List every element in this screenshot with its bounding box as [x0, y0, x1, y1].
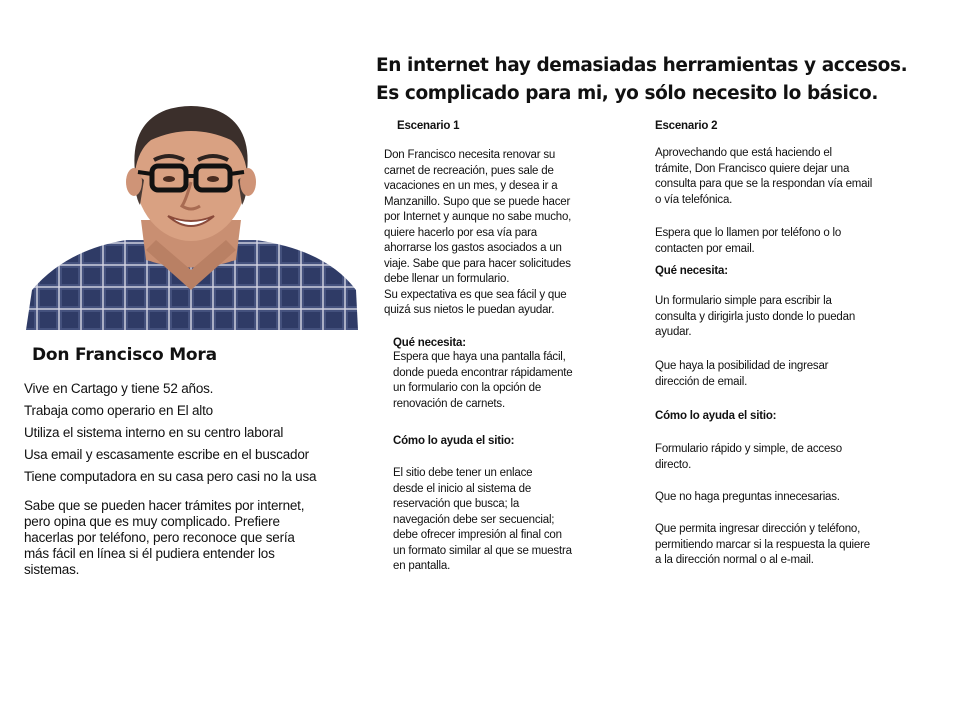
helps-line: permitiendo marcar si la respuesta la quiere — [655, 538, 870, 551]
persona-photo — [26, 100, 358, 330]
bio-line: Sabe que se pueden hacer trámites por internet, — [24, 498, 305, 513]
needs-line: renovación de carnets. — [393, 397, 505, 410]
helps-line: El sitio debe tener un enlace — [393, 467, 533, 479]
scenario-1-line: carnet de recreación, pues sale de — [384, 164, 554, 177]
scenario-2-line: consulta para que se la respondan vía email — [655, 178, 873, 190]
needs-line: Espera que haya una pantalla fácil, — [393, 351, 566, 363]
fact-item: Tiene computadora en su casa pero casi no la usa — [24, 469, 317, 484]
scenario-2-helps-heading: Cómo lo ayuda el sitio: — [655, 410, 777, 422]
helps-line: directo. — [655, 458, 692, 471]
needs-line: Que haya la posibilidad de ingresar — [655, 360, 829, 372]
scenario-1-line: ahorrarse los gastos asociados a un — [384, 242, 562, 254]
scenario-2-needs-form — [655, 294, 935, 341]
scenario-1-needs — [393, 350, 623, 412]
needs-line: un formulario con la opción de — [393, 382, 542, 394]
headline-quote — [376, 52, 936, 108]
scenario-1-helps — [393, 466, 623, 575]
scenario-1-line: debe llenar un formulario. — [384, 273, 510, 285]
scenario-1-line: quiere hacerlo por esa vía para — [384, 226, 537, 239]
fact-item: Trabaja como operario en El alto — [24, 403, 213, 418]
needs-line: consulta y dirigirla justo donde lo puedan — [655, 310, 856, 323]
scenario-2-intro — [655, 146, 935, 208]
needs-line: ayudar. — [655, 326, 692, 338]
scenario-2-helps-no-questions — [655, 490, 935, 506]
scenario-1-line: vacaciones en un mes, y desea ir a — [384, 180, 558, 192]
bio-line: sistemas. — [24, 562, 80, 577]
helps-line: Formulario rápido y simple, de acceso — [655, 443, 842, 455]
bio-line: pero opina que es muy complicado. Prefiere — [24, 514, 280, 529]
persona-facts — [24, 378, 364, 488]
scenario-1-line: quizá sus nietos le puedan ayudar. — [384, 304, 555, 316]
helps-line: navegación debe ser secuencial; — [393, 513, 555, 526]
fact-item: Usa email y escasamente escribe en el buscador — [24, 447, 309, 462]
headline-line-1: En internet hay demasiadas herramientas y accesos. — [376, 55, 908, 76]
persona-name: Don Francisco Mora — [32, 345, 217, 365]
scenario-2-line: trámite, Don Francisco quiere dejar una — [655, 162, 850, 175]
scenario-1-line: Don Francisco necesita renovar su — [384, 149, 556, 161]
fact-item: Vive en Cartago y tiene 52 años. — [24, 381, 214, 396]
scenario-2-line: contacten por email. — [655, 242, 755, 255]
fact-item: Utiliza el sistema interno en su centro laboral — [24, 425, 284, 440]
scenario-2-line: Aprovechando que está haciendo el — [655, 147, 832, 159]
needs-line: donde pueda encontrar rápidamente — [393, 366, 573, 379]
portrait-image — [26, 100, 358, 330]
scenario-1-body — [384, 148, 624, 319]
helps-line: a la dirección normal o al e-mail. — [655, 554, 814, 566]
scenario-1-helps-heading: Cómo lo ayuda el sitio: — [393, 435, 515, 447]
scenario-2-title: Escenario 2 — [655, 120, 718, 132]
needs-line: dirección de email. — [655, 375, 748, 388]
scenario-1-line: Su expectativa es que sea fácil y que — [384, 288, 567, 301]
scenario-2-needs-email — [655, 359, 935, 390]
scenario-2-helps-quick — [655, 442, 935, 473]
helps-line: Que permita ingresar dirección y teléfono, — [655, 523, 861, 535]
scenario-1-line: Manzanillo. Supo que se puede hacer — [384, 195, 571, 208]
scenario-2-needs-heading: Qué necesita: — [655, 265, 728, 277]
bio-line: hacerlas por teléfono, pero reconoce que sería — [24, 530, 295, 545]
scenario-2-helps-contact — [655, 522, 935, 569]
helps-line: en pantalla. — [393, 560, 451, 572]
scenario-2-line: o vía telefónica. — [655, 193, 733, 206]
scenario-2-expectation — [655, 226, 935, 257]
helps-line: desde el inicio al sistema de — [393, 482, 532, 495]
helps-line: debe ofrecer impresión al final con — [393, 529, 562, 541]
headline-line-2: Es complicado para mi, yo sólo necesito lo básico. — [376, 83, 878, 104]
helps-line: reservación que busca; la — [393, 498, 520, 510]
scenario-1-line: por Internet y aunque no sabe mucho, — [384, 211, 572, 223]
scenario-1-line: viaje. Sabe que para hacer solicitudes — [384, 257, 571, 270]
scenario-1-needs-heading: Qué necesita: — [393, 337, 466, 349]
scenario-2-line: Espera que lo llamen por teléfono o lo — [655, 227, 842, 239]
helps-line: Que no haga preguntas innecesarias. — [655, 491, 840, 503]
bio-line: más fácil en línea si él pudiera entender los — [24, 546, 275, 561]
scenario-1-title: Escenario 1 — [397, 120, 460, 132]
helps-line: un formato similar al que se muestra — [393, 544, 572, 557]
persona-bio — [24, 498, 364, 578]
needs-line: Un formulario simple para escribir la — [655, 295, 832, 307]
